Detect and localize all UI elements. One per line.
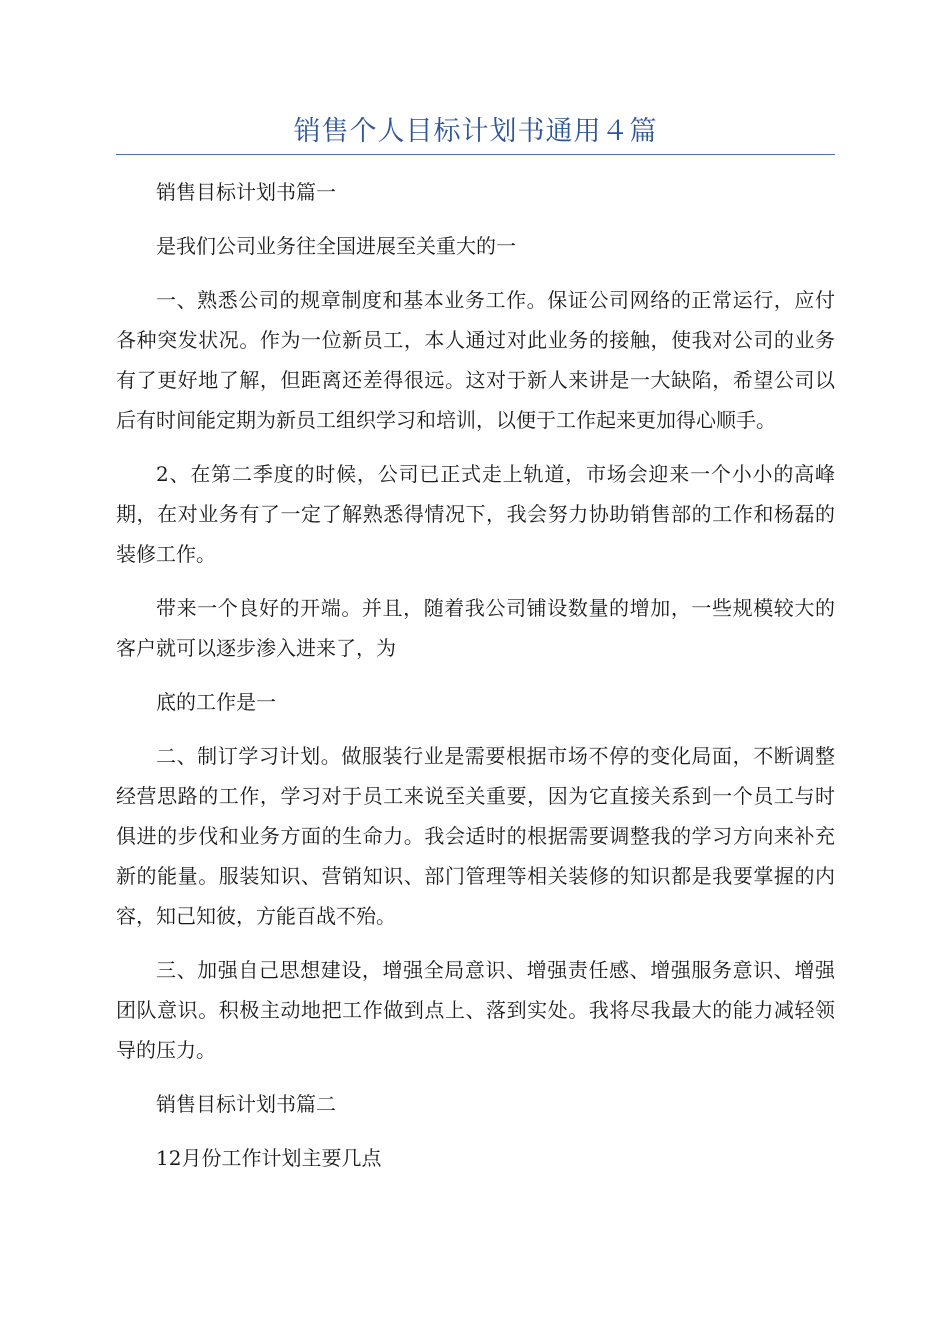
paragraph: 2、在第二季度的时候，公司已正式走上轨道，市场会迎来一个小小的高峰期，在对业务有了一定了解熟悉得情况下，我会努力协助销售部的工作和杨磊的装修工作。 [116, 462, 835, 566]
paragraph: 带来一个良好的开端。并且，随着我公司铺设数量的增加，一些规模较大的客户就可以逐步渗入进来了，为 [116, 596, 835, 660]
paragraph: 二、制订学习计划。做服装行业是需要根据市场不停的变化局面，不断调整经营思路的工作，学习对于员工来说至关重要，因为它直接关系到一个员工与时俱进的步伐和业务方面的生命力。我会适时的根据需要调整我的学习方向来补充新的能量。服装知识、营销知识、部门管理等相关装修的知识都是我要掌握的内容，知己知彼，方能百战不殆。 [116, 744, 835, 928]
paragraph-section-heading-1: 销售目标计划书篇一 [156, 180, 336, 204]
document-title: 销售个人目标计划书通用４篇 [293, 116, 658, 147]
paragraph: 是我们公司业务往全国进展至关重大的一 [156, 234, 516, 258]
paragraph: 12月份工作计划主要几点 [156, 1146, 382, 1170]
title-underline [116, 154, 835, 155]
paragraph-section-heading-2: 销售目标计划书篇二 [156, 1092, 336, 1116]
document-body [116, 172, 835, 1192]
paragraph: 底的工作是一 [156, 690, 276, 714]
paragraph: 一、熟悉公司的规章制度和基本业务工作。保证公司网络的正常运行，应付各种突发状况。作为一位新员工，本人通过对此业务的接触，使我对公司的业务有了更好地了解，但距离还差得很远。这对于新人来讲是一大缺陷，希望公司以后有时间能定期为新员工组织学习和培训，以便于工作起来更加得心顺手。 [116, 288, 835, 432]
paragraph: 三、加强自己思想建设，增强全局意识、增强责任感、增强服务意识、增强团队意识。积极主动地把工作做到点上、落到实处。我将尽我最大的能力减轻领导的压力。 [116, 958, 835, 1062]
